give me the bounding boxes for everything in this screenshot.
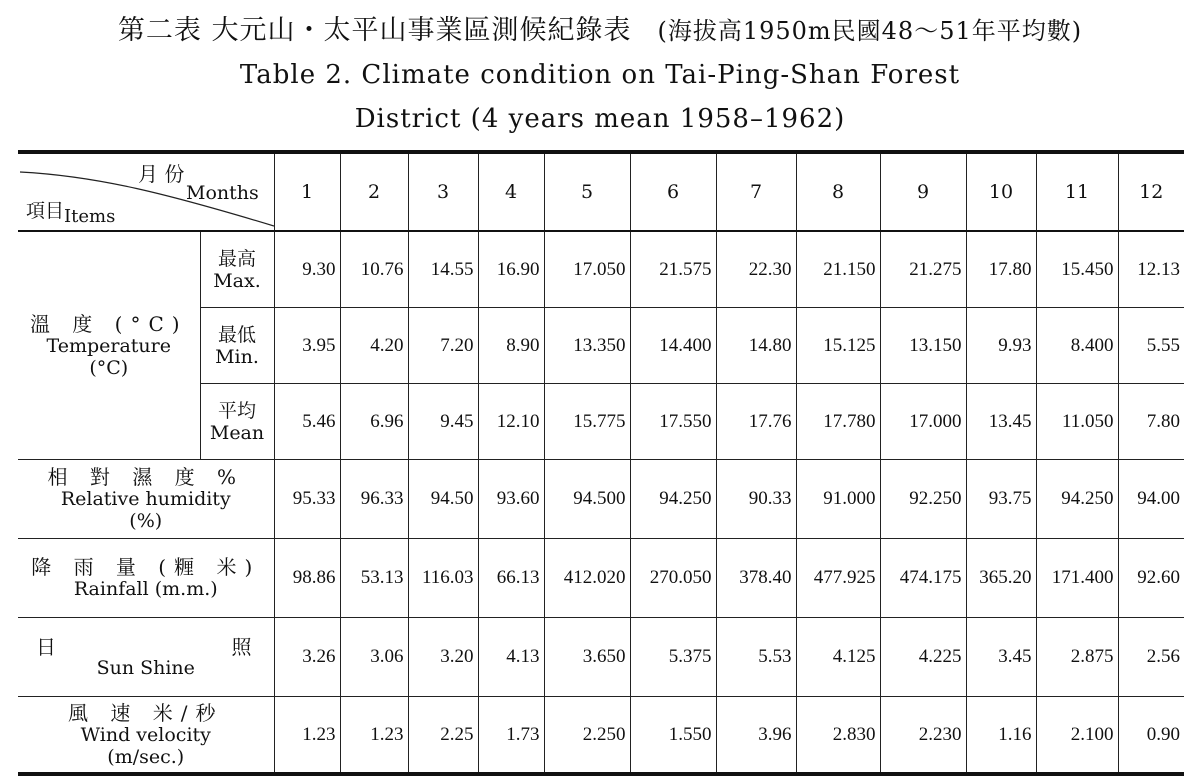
data-cell: 3.26 — [274, 618, 340, 697]
data-cell: 2.250 — [544, 697, 630, 775]
data-cell: 94.250 — [630, 460, 716, 539]
data-cell: 3.96 — [716, 697, 796, 775]
title-chinese-main: 第二表 大元山・太平山事業區測候紀錄表 — [117, 15, 632, 46]
humidity-label — [18, 460, 274, 539]
corner-header-cell — [18, 152, 274, 231]
rainfall-label-chinese: 降 雨 量 (糎 米) — [31, 555, 261, 579]
table-row-rainfall — [18, 539, 1184, 618]
data-cell: 94.00 — [1118, 460, 1184, 539]
data-cell: 17.000 — [880, 384, 966, 460]
data-cell: 12.10 — [478, 384, 544, 460]
humidity-label-english: Relative humidity — [60, 488, 231, 510]
data-cell: 10.76 — [340, 231, 408, 308]
data-cell: 5.53 — [716, 618, 796, 697]
data-cell: 95.33 — [274, 460, 340, 539]
temperature-label — [18, 231, 200, 460]
corner-items-english: Items — [64, 206, 116, 227]
rainfall-label — [18, 539, 274, 618]
data-cell: 14.80 — [716, 308, 796, 384]
data-cell: 17.80 — [966, 231, 1036, 308]
data-cell: 98.86 — [274, 539, 340, 618]
data-cell: 94.500 — [544, 460, 630, 539]
month-header: 8 — [796, 152, 880, 231]
month-header: 2 — [340, 152, 408, 231]
data-cell: 21.575 — [630, 231, 716, 308]
data-cell: 2.830 — [796, 697, 880, 775]
data-cell: 9.45 — [408, 384, 478, 460]
table-row-wind — [18, 697, 1184, 775]
wind-label — [18, 697, 274, 775]
data-cell: 3.95 — [274, 308, 340, 384]
temp-min-label — [200, 308, 274, 384]
corner-months-english: Months — [186, 182, 259, 204]
data-cell: 9.30 — [274, 231, 340, 308]
data-cell: 13.350 — [544, 308, 630, 384]
corner-months-chinese: 月 份 — [138, 162, 185, 186]
title-english-line1: Table 2. Climate condition on Tai-Ping-Shan Forest — [239, 60, 961, 90]
data-cell: 3.650 — [544, 618, 630, 697]
data-cell: 22.30 — [716, 231, 796, 308]
data-cell: 1.73 — [478, 697, 544, 775]
data-cell: 1.550 — [630, 697, 716, 775]
month-header: 11 — [1036, 152, 1118, 231]
temp-min-label-english: Min. — [215, 345, 259, 368]
title-chinese — [0, 8, 1200, 47]
data-cell: 17.550 — [630, 384, 716, 460]
temp-min-label-chinese: 最低 — [217, 323, 256, 346]
data-cell: 92.60 — [1118, 539, 1184, 618]
data-cell: 14.400 — [630, 308, 716, 384]
data-cell: 474.175 — [880, 539, 966, 618]
month-header: 7 — [716, 152, 796, 231]
data-cell: 5.46 — [274, 384, 340, 460]
corner-items-chinese: 項目 — [26, 200, 65, 222]
data-cell: 12.13 — [1118, 231, 1184, 308]
temperature-label-chinese: 溫 度 (°C) — [29, 311, 188, 336]
data-cell: 21.275 — [880, 231, 966, 308]
data-cell: 116.03 — [408, 539, 478, 618]
month-header: 3 — [408, 152, 478, 231]
data-cell: 93.60 — [478, 460, 544, 539]
data-cell: 93.75 — [966, 460, 1036, 539]
data-cell: 11.050 — [1036, 384, 1118, 460]
title-english-line2: District (4 years mean 1958–1962) — [354, 104, 846, 134]
wind-label-english: Wind velocity — [80, 723, 211, 746]
data-cell: 2.875 — [1036, 618, 1118, 697]
data-cell: 9.93 — [966, 308, 1036, 384]
data-cell: 4.13 — [478, 618, 544, 697]
data-cell: 4.125 — [796, 618, 880, 697]
data-cell: 90.33 — [716, 460, 796, 539]
data-cell: 16.90 — [478, 231, 544, 308]
data-cell: 15.125 — [796, 308, 880, 384]
month-header: 12 — [1118, 152, 1184, 231]
data-cell: 5.55 — [1118, 308, 1184, 384]
data-cell: 3.20 — [408, 618, 478, 697]
month-header: 1 — [274, 152, 340, 231]
temp-max-label — [200, 231, 274, 308]
data-cell: 7.80 — [1118, 384, 1184, 460]
data-cell: 3.06 — [340, 618, 408, 697]
data-cell: 17.76 — [716, 384, 796, 460]
data-cell: 477.925 — [796, 539, 880, 618]
data-cell: 17.050 — [544, 231, 630, 308]
data-cell: 4.20 — [340, 308, 408, 384]
data-cell: 96.33 — [340, 460, 408, 539]
climate-table — [18, 150, 1184, 776]
data-cell: 3.45 — [966, 618, 1036, 697]
data-cell: 270.050 — [630, 539, 716, 618]
data-cell: 6.96 — [340, 384, 408, 460]
data-cell: 92.250 — [880, 460, 966, 539]
table-row-humidity — [18, 460, 1184, 539]
data-cell: 2.100 — [1036, 697, 1118, 775]
data-cell: 91.000 — [796, 460, 880, 539]
data-cell: 7.20 — [408, 308, 478, 384]
data-cell: 378.40 — [716, 539, 796, 618]
sunshine-label — [18, 618, 274, 697]
data-cell: 2.25 — [408, 697, 478, 775]
data-cell: 2.230 — [880, 697, 966, 775]
month-header: 5 — [544, 152, 630, 231]
sunshine-label-english: Sun Shine — [96, 657, 195, 679]
sunshine-label-chinese-left: 日 — [36, 635, 56, 659]
data-cell: 1.16 — [966, 697, 1036, 775]
data-cell: 412.020 — [544, 539, 630, 618]
data-cell: 2.56 — [1118, 618, 1184, 697]
data-cell: 365.20 — [966, 539, 1036, 618]
wind-label-unit: (m/sec.) — [107, 745, 185, 768]
temperature-label-unit: (°C) — [89, 356, 129, 379]
data-cell: 13.45 — [966, 384, 1036, 460]
data-cell: 8.400 — [1036, 308, 1118, 384]
month-header: 9 — [880, 152, 966, 231]
data-cell: 171.400 — [1036, 539, 1118, 618]
wind-label-chinese: 風 速 米/秒 — [68, 700, 224, 725]
data-cell: 5.375 — [630, 618, 716, 697]
data-cell: 8.90 — [478, 308, 544, 384]
temperature-label-english: Temperature — [46, 334, 171, 357]
temp-max-label-english: Max. — [213, 269, 261, 292]
table-row-temp-max — [18, 231, 1184, 308]
table-row-sunshine — [18, 618, 1184, 697]
data-cell: 13.150 — [880, 308, 966, 384]
data-cell: 4.225 — [880, 618, 966, 697]
data-cell: 53.13 — [340, 539, 408, 618]
temp-max-label-chinese: 最高 — [217, 247, 256, 270]
humidity-label-chinese: 相 對 濕 度 % — [47, 465, 244, 489]
header-row — [18, 152, 1184, 231]
temp-mean-label-chinese: 平均 — [217, 399, 256, 422]
data-cell: 0.90 — [1118, 697, 1184, 775]
month-header: 4 — [478, 152, 544, 231]
data-cell: 14.55 — [408, 231, 478, 308]
data-cell: 21.150 — [796, 231, 880, 308]
sunshine-label-chinese-right: 照 — [231, 635, 252, 659]
data-cell: 94.50 — [408, 460, 478, 539]
data-cell: 15.775 — [544, 384, 630, 460]
temp-mean-label-english: Mean — [209, 421, 265, 444]
data-cell: 1.23 — [340, 697, 408, 775]
humidity-label-unit: (%) — [129, 510, 163, 532]
data-cell: 15.450 — [1036, 231, 1118, 308]
month-header: 6 — [630, 152, 716, 231]
data-cell: 66.13 — [478, 539, 544, 618]
data-cell: 94.250 — [1036, 460, 1118, 539]
month-header: 10 — [966, 152, 1036, 231]
data-cell: 1.23 — [274, 697, 340, 775]
title-chinese-subtitle: (海拔高1950m民國48～51年平均數) — [657, 17, 1083, 45]
temp-mean-label — [200, 384, 274, 460]
rainfall-label-english: Rainfall (m.m.) — [73, 578, 218, 600]
data-cell: 17.780 — [796, 384, 880, 460]
